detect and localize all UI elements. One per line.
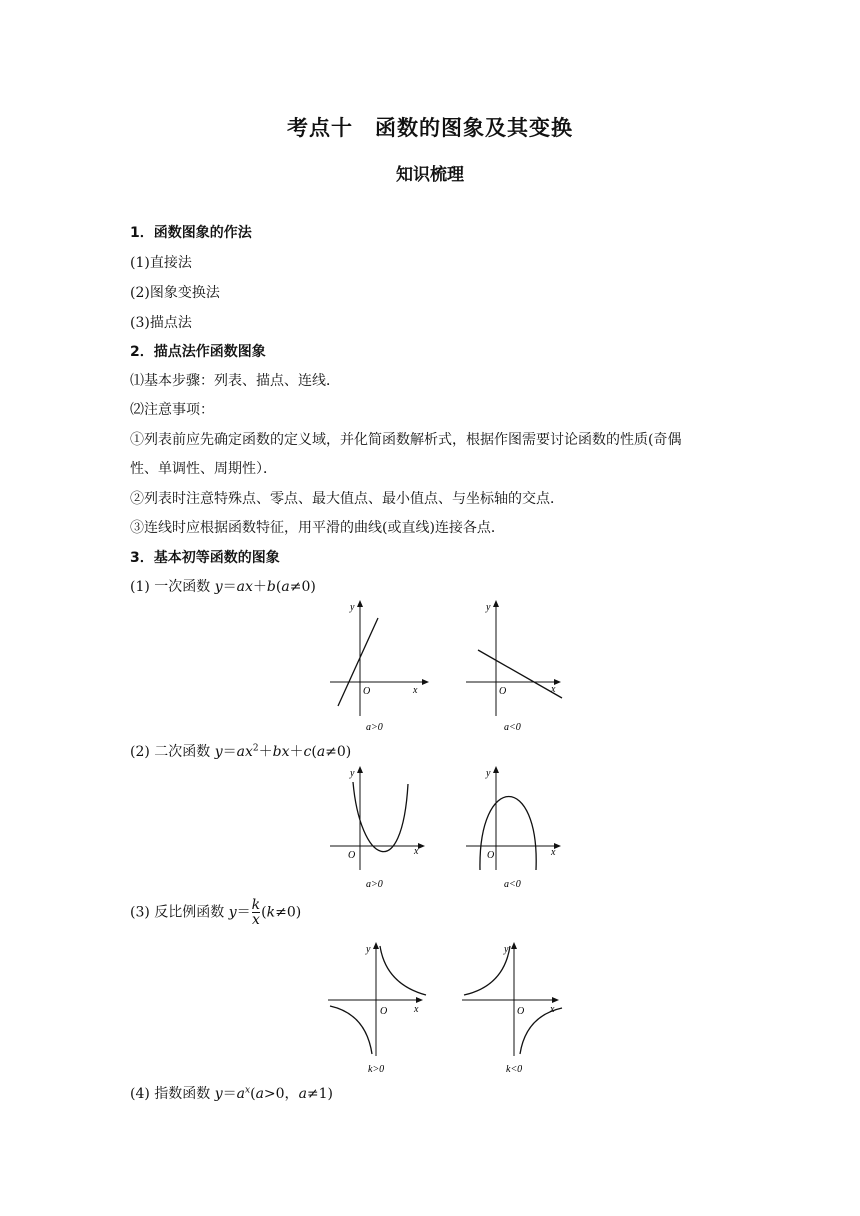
origin-label: O [380, 1006, 388, 1017]
origin-label: O [499, 686, 507, 697]
section1-item-transform: (2)图象变换法 [130, 285, 220, 301]
linear-pos-caption: a>0 [366, 722, 383, 733]
linear-function-label: (1) 一次函数 y＝ax＋b(a≠0) [130, 579, 316, 595]
section2-note1-line2: 性、单调性、周期性）． [130, 461, 277, 477]
axis-y-label: y [486, 602, 491, 613]
inv-pos-caption: k>0 [368, 1064, 385, 1075]
section2-step1: ⑴基本步骤：列表、描点、连线． [130, 373, 340, 389]
axis-x-label: x [550, 1004, 555, 1015]
section2-heading: 2．描点法作函数图象 [130, 344, 266, 360]
axis-x-label: x [551, 684, 556, 695]
quadratic-function-label: (2) 二次函数 $y=ax^2+bx+c(a\ne 0)$ [130, 743, 352, 760]
section3-heading: 3．基本初等函数的图象 [130, 550, 280, 566]
section2-note2: ②列表时注意特殊点、零点、最大值点、最小值点、与坐标轴的交点． [130, 491, 564, 507]
axis-y-label: y [366, 944, 371, 955]
section1-item-plot: (3)描点法 [130, 315, 192, 331]
origin-label: O [348, 850, 356, 861]
section2-step2: ⑵注意事项： [130, 402, 214, 418]
linear-graph-positive [326, 596, 436, 736]
quadratic-graph-positive [326, 762, 436, 894]
linear-graph-negative [462, 596, 572, 736]
axis-x-label: x [551, 847, 556, 858]
section1-item-direct: (1)直接法 [130, 255, 192, 271]
axis-y-label: y [486, 768, 491, 779]
axis-y-label: y [350, 768, 355, 779]
axis-x-label: x [413, 685, 418, 696]
section2-note1-line1: ①列表前应先确定函数的定义域，并化简函数解析式，根据作图需要讨论函数的性质(奇偶 [130, 432, 682, 448]
exponential-function-label: (4) 指数函数 $y=a^x(a>0$，a≠1) [130, 1085, 334, 1102]
origin-label: O [487, 850, 495, 861]
origin-label: O [363, 686, 371, 697]
axis-x-label: x [414, 1004, 419, 1015]
origin-label: O [517, 1006, 525, 1017]
section2-note3: ③连线时应根据函数特征，用平滑的曲线(或直线)连接各点． [130, 520, 505, 536]
section-subtitle: 知识梳理 [396, 165, 464, 185]
inverse-graph-negative [460, 938, 570, 1078]
axis-y-label: y [350, 602, 355, 613]
quad-pos-caption: a>0 [366, 879, 383, 890]
inverse-graph-positive [326, 938, 436, 1078]
quad-neg-caption: a<0 [504, 879, 521, 890]
inverse-function-label: (3) 反比例函数 y＝ $\frac{k}{x}$ (k≠0) [130, 897, 302, 928]
inv-neg-caption: k<0 [506, 1064, 523, 1075]
axis-x-label: x [414, 846, 419, 857]
linear-neg-caption: a<0 [504, 722, 521, 733]
page-title: 考点十 函数的图象及其变换 [287, 116, 573, 140]
fraction-k-over-x: $\frac{k}{x}$ [251, 897, 261, 928]
axis-y-label: y [504, 944, 509, 955]
section1-heading: 1．函数图象的作法 [130, 225, 252, 241]
quadratic-graph-negative [462, 762, 572, 894]
